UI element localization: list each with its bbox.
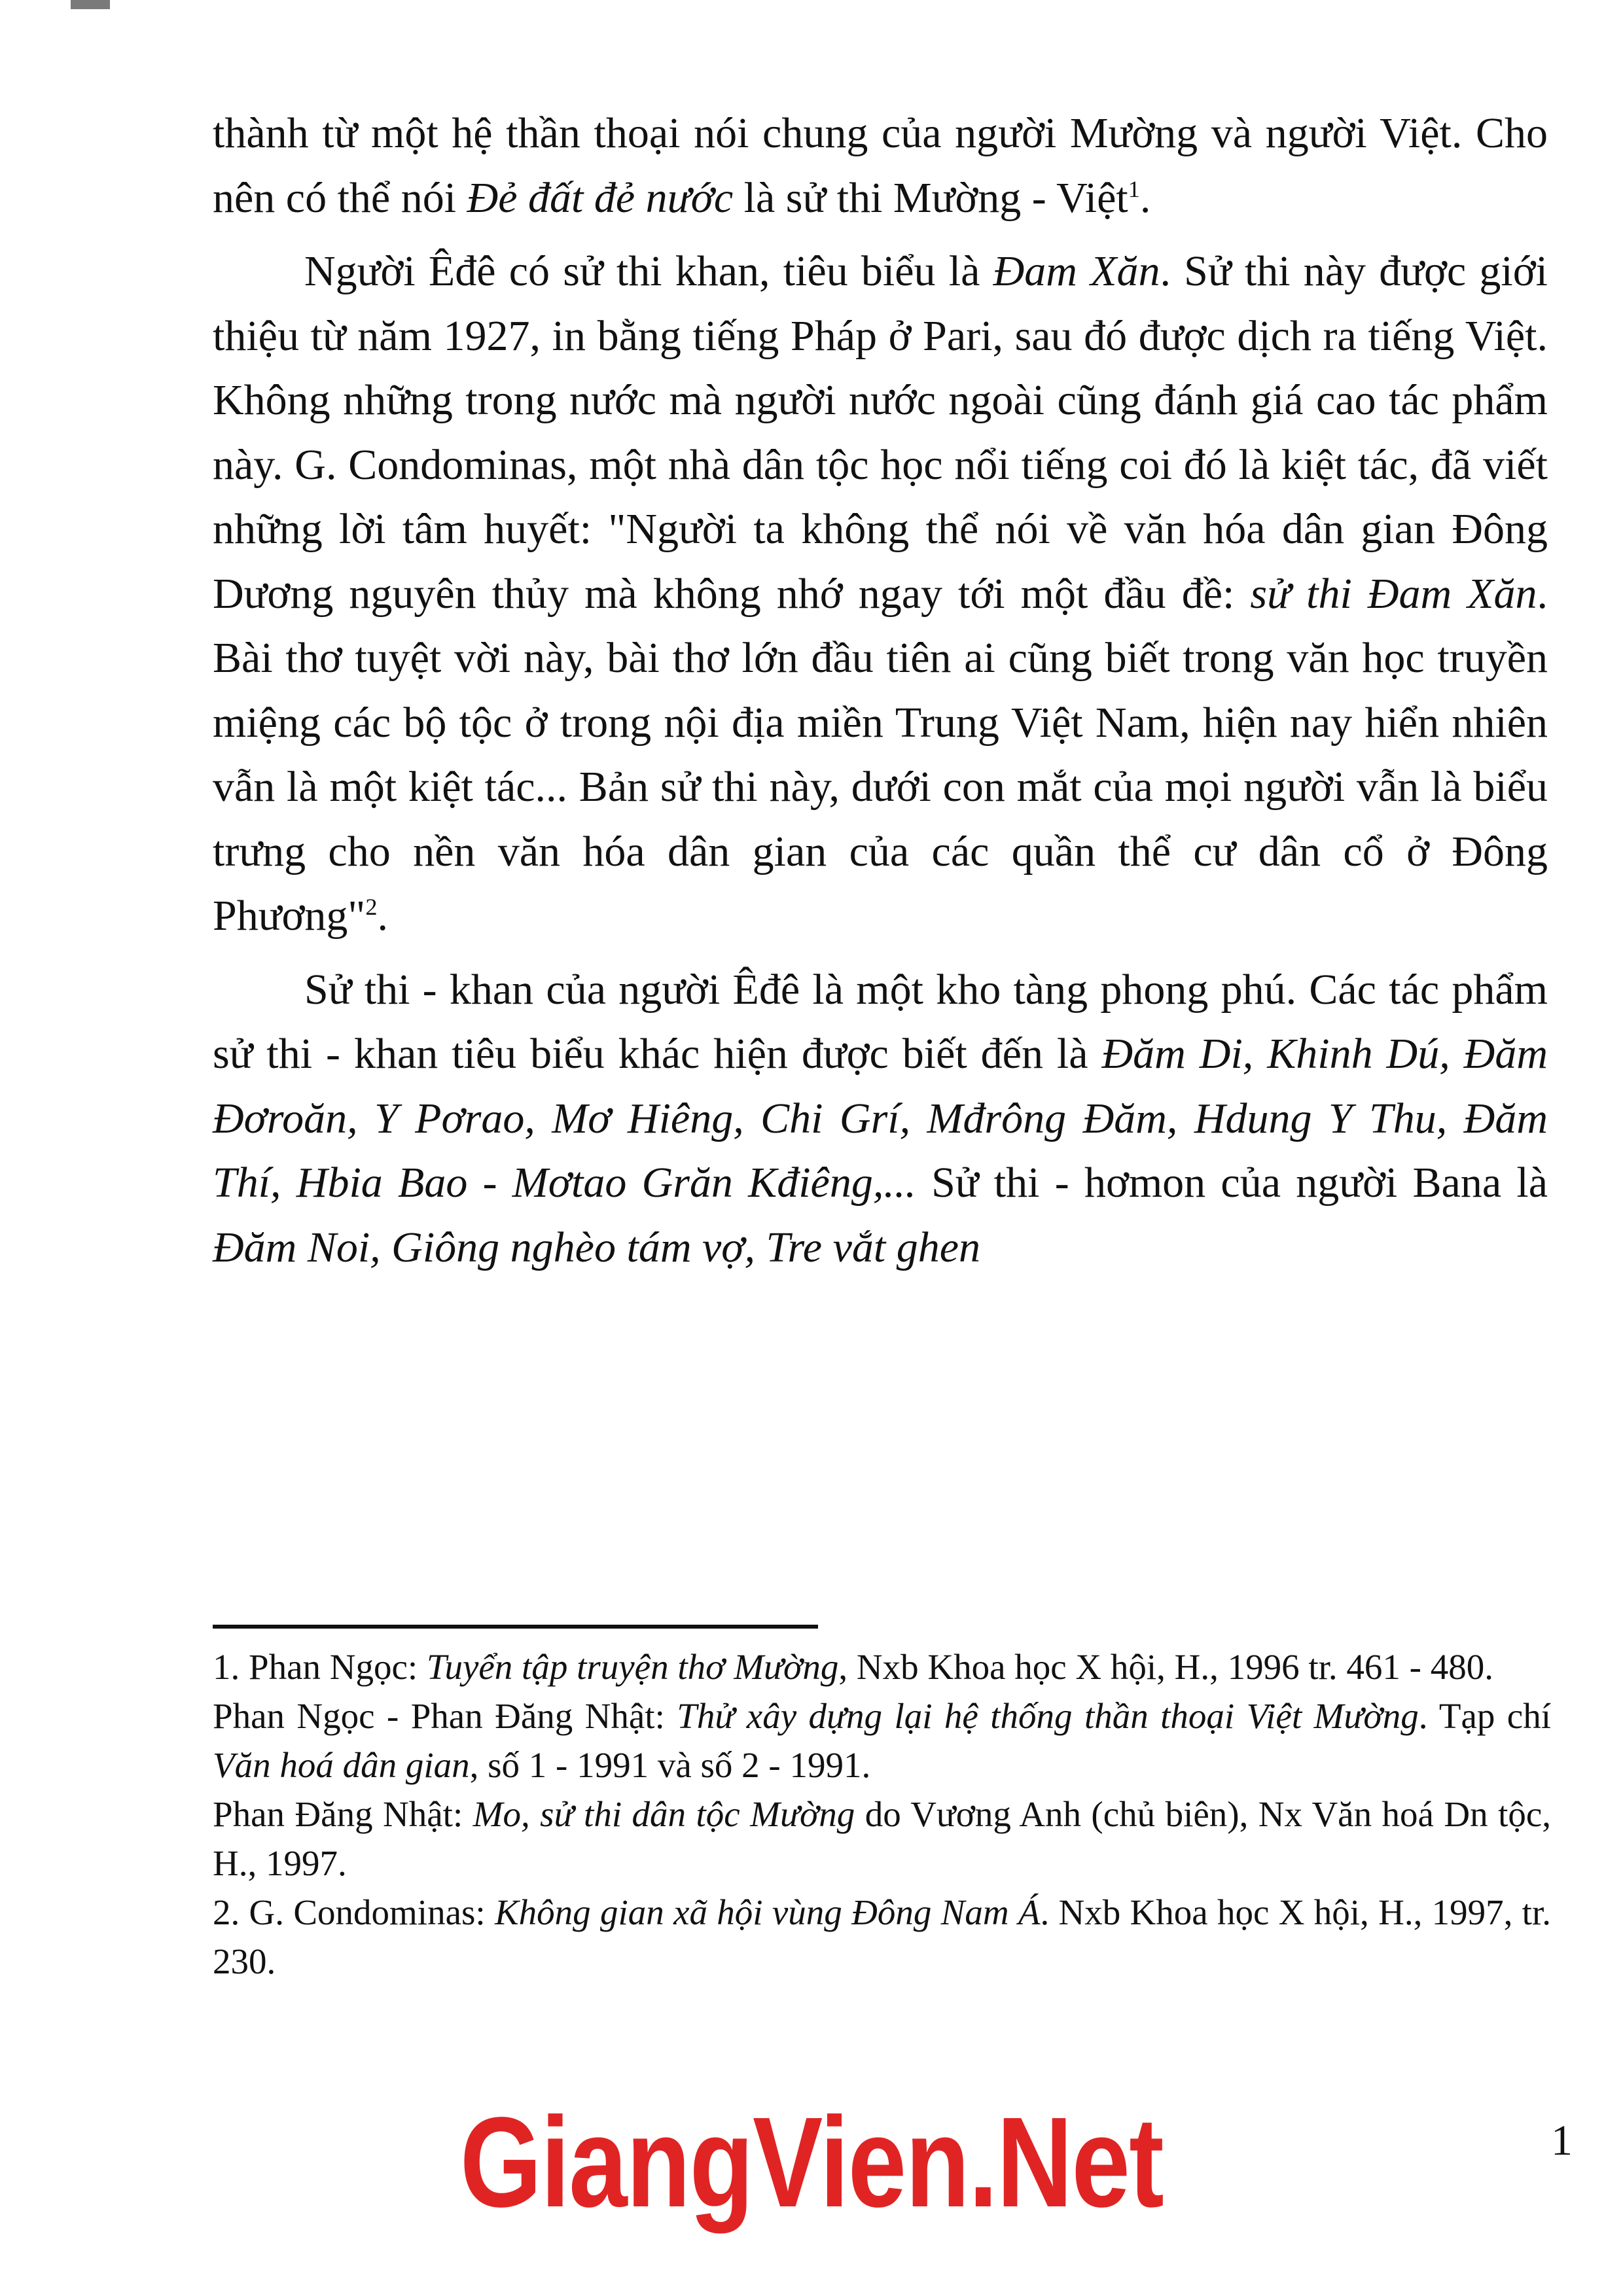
- text-run: 1. Phan Ngọc:: [213, 1647, 427, 1687]
- watermark-logo: GiangVien.Net: [459, 2091, 1164, 2234]
- paragraph-2: [213, 239, 1548, 949]
- text-run: Sử thi - hơmon của người Bana là: [916, 1159, 1548, 1207]
- italic-title: Tuyển tập truyện thơ Mường: [426, 1647, 839, 1687]
- text-run: .: [1139, 173, 1151, 222]
- footnote-ref: 1: [1128, 175, 1140, 202]
- text-run: là sử thi Mường - Việt: [733, 173, 1128, 222]
- italic-title: sử thi Đam Xăn: [1250, 569, 1537, 618]
- text-run: , Nxb Khoa học X hội, H., 1996 tr. 461 - 480.: [838, 1647, 1493, 1687]
- text-run: do Vương Anh (chủ biên), Nx Văn hoá Dn tộc, H., 1997.: [213, 1794, 1552, 1883]
- text-run: Phan Đăng Nhật:: [213, 1794, 473, 1834]
- main-text: [213, 101, 1548, 1280]
- footnotes: [213, 1642, 1551, 1986]
- italic-title: Đam Xăn: [993, 247, 1160, 295]
- text-run: 2. G. Condominas:: [213, 1892, 495, 1932]
- footnote-1-ref-2: [213, 1691, 1551, 1790]
- text-run: thành từ một hệ thần thoại nói chung của người Mường và người Việt. Cho nên có thể nói: [213, 109, 1548, 222]
- text-run: , số 1 - 1991 và số 2 - 1991.: [469, 1745, 871, 1785]
- footnote-ref: 2: [365, 894, 378, 920]
- text-run: Sử thi - khan của người Êđê là một kho tàng phong phú. Các tác phẩm sử thi - khan tiêu biểu khác hiện được biết đến là: [213, 965, 1548, 1078]
- italic-title: Văn hoá dân gian: [213, 1745, 470, 1785]
- footnote-2: [213, 1888, 1551, 1986]
- text-run: Người Êđê có sử thi khan, tiêu biểu là: [304, 247, 993, 295]
- italic-title: Thử xây dựng lại hệ thống thần thoại Việt Mường: [677, 1696, 1419, 1736]
- footnote-separator: [213, 1625, 818, 1629]
- scan-artifact-mark: [71, 0, 110, 9]
- text-run: . Nxb Khoa học X hội, H., 1997, tr. 230.: [213, 1892, 1551, 1981]
- text-run: Phan Ngọc - Phan Đăng Nhật:: [213, 1696, 677, 1736]
- italic-title: Không gian xã hội vùng Đông Nam Á: [495, 1892, 1041, 1932]
- italic-title: Đăm Di, Khinh Dú, Đăm Đơroăn, Y Pơrao, Mơ Hiêng, Chi Grí, Mđrông Đăm, Hdung Y Thu, Đăm Thí, Hbia Bao - Mơtao Grăn Kđiêng,...: [213, 1030, 1548, 1207]
- text-run: .: [377, 892, 388, 940]
- paragraph-1: [213, 101, 1548, 230]
- footnote-1: [213, 1642, 1551, 1691]
- italic-title: Đẻ đất đẻ nước: [467, 173, 734, 222]
- text-run: . Tạp chí: [1418, 1696, 1551, 1736]
- page-number: 1: [1551, 2117, 1573, 2164]
- footnote-1-ref-3: [213, 1790, 1551, 1888]
- paragraph-3: [213, 958, 1548, 1280]
- italic-title: Mo, sử thi dân tộc Mường: [473, 1794, 855, 1834]
- italic-title: Đăm Noi, Giông nghèo tám vợ, Tre vắt ghen: [213, 1223, 981, 1271]
- text-run: . Bài thơ tuyệt vời này, bài thơ lớn đầu tiên ai cũng biết trong văn học truyền miệng các bộ tộc ở trong nội địa miền Trung Việt Nam, hiện nay hiển nhiên vẫn là một kiệt tác... Bản sử thi này, dưới con mắt của mọi người vẫn là biểu trưng cho nền văn hóa dân gian của các quần thể cư dân cổ ở Đông Phương": [213, 569, 1548, 940]
- text-run: . Sử thi này được giới thiệu từ năm 1927, in bằng tiếng Pháp ở Pari, sau đó được dịch ra tiếng Việt. Không những trong nước mà người nước ngoài cũng đánh giá cao tác phẩm này. G. Condominas, một nhà dân tộc học nổi tiếng coi đó là kiệt tác, đã viết những lời tâm huyết: "Người ta không thể nói về văn hóa dân gian Đông Dương nguyên thủy mà không nhớ ngay tới một đầu đề:: [213, 247, 1548, 618]
